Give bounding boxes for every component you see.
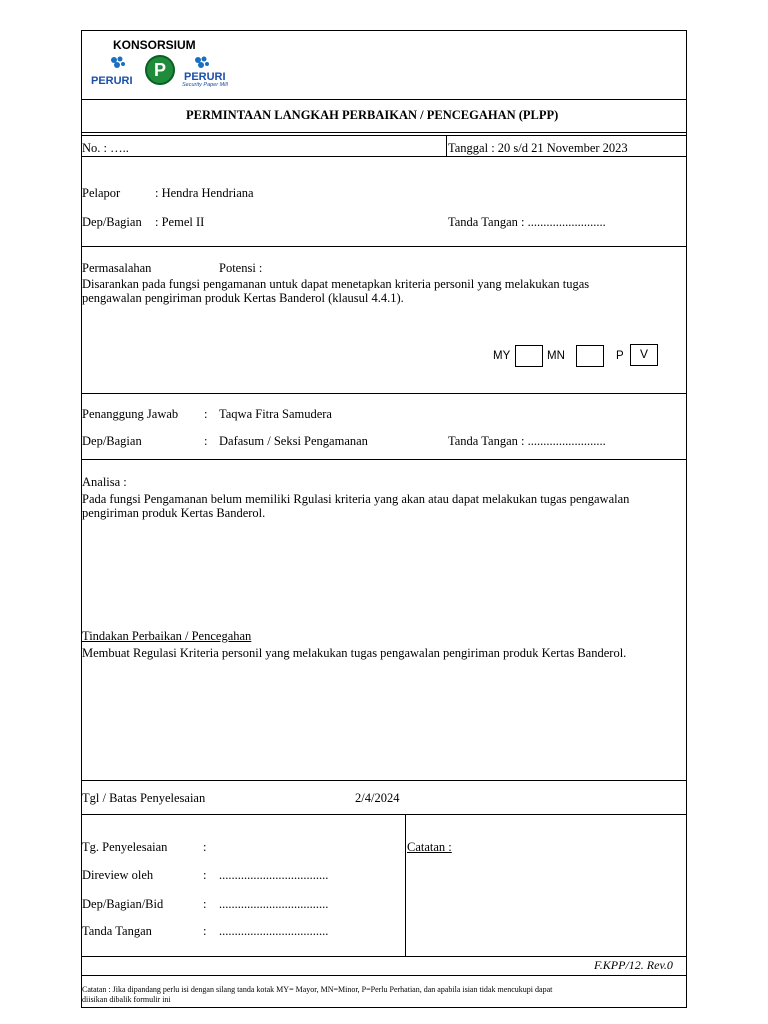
- divider: [81, 156, 687, 157]
- p-logo-icon: P: [145, 55, 175, 85]
- reporter-value: : Hendra Hendriana: [155, 186, 254, 200]
- logo-left-text: PERURI: [91, 75, 133, 87]
- completion-row-colon: :: [203, 840, 207, 854]
- consortium-label: KONSORSIUM: [113, 38, 196, 52]
- footer-note-line2: diisikan dibalik formulir ini: [82, 995, 171, 1004]
- peruri-logo-icon: [106, 54, 128, 72]
- analysis-label: Analisa :: [82, 475, 127, 489]
- problem-text-line2: pengawalan pengiriman produk Kertas Banderol (klausul 4.4.1).: [82, 291, 404, 305]
- logo-right-text: PERURI: [184, 71, 226, 83]
- analysis-text-line2: pengiriman produk Kertas Banderol.: [82, 506, 266, 520]
- p-label: P: [616, 350, 624, 362]
- my-label: MY: [493, 350, 511, 362]
- completion-row-label: Direview oleh: [82, 868, 154, 882]
- potensi-label: Potensi :: [219, 261, 263, 275]
- completion-row-label: Dep/Bagian/Bid: [82, 897, 164, 911]
- responsible-dept-colon: :: [204, 434, 208, 448]
- mn-label: MN: [547, 350, 565, 362]
- responsible-label: Penanggung Jawab: [82, 407, 179, 421]
- analysis-text-line1: Pada fungsi Pengamanan belum memiliki Rgulasi kriteria yang akan atau dapat melakukan tugas pengawalan: [82, 492, 630, 506]
- deadline-value: 2/4/2024: [355, 791, 400, 805]
- completion-row-value: ...................................: [219, 897, 329, 911]
- divider: [81, 814, 687, 815]
- divider: [81, 132, 687, 133]
- responsible-colon: :: [204, 407, 208, 421]
- divider: [81, 459, 687, 460]
- divider: [81, 135, 687, 136]
- logo-right-subtext: Security Paper Mill: [182, 82, 228, 88]
- responsible-value: Taqwa Fitra Samudera: [219, 407, 332, 421]
- reporter-dept-value: : Pemel II: [155, 215, 205, 229]
- divider: [81, 975, 687, 976]
- footer-note-line1: Catatan : Jika dipandang perlu isi dengan silang tanda kotak MY= Mayor, MN=Minor, P=Perlu Perhatian, dan apabila isian tidak mencukupi dapat: [82, 985, 553, 994]
- responsible-signature: Tanda Tangan : .........................: [448, 434, 606, 448]
- p-checkbox[interactable]: V: [630, 344, 658, 366]
- completion-row-colon: :: [203, 868, 207, 882]
- divider: [446, 135, 447, 157]
- problem-label: Permasalahan: [82, 261, 152, 275]
- completion-row-value: ...................................: [219, 924, 329, 938]
- completion-row-colon: :: [203, 897, 207, 911]
- completion-row-colon: :: [203, 924, 207, 938]
- divider: [81, 780, 687, 781]
- action-label: Tindakan Perbaikan / Pencegahan: [82, 629, 252, 643]
- form-date: Tanggal : 20 s/d 21 November 2023: [448, 141, 628, 155]
- responsible-dept-value: Dafasum / Seksi Pengamanan: [219, 434, 368, 448]
- deadline-label: Tgl / Batas Penyelesaian: [82, 791, 206, 805]
- catatan-label: Catatan :: [407, 840, 452, 854]
- reporter-signature: Tanda Tangan : .........................: [448, 215, 606, 229]
- form-title: PERMINTAAN LANGKAH PERBAIKAN / PENCEGAHAN (PLPP): [186, 108, 559, 122]
- reporter-dept-label: Dep/Bagian: [82, 215, 142, 229]
- completion-row-label: Tg. Penyelesaian: [82, 840, 168, 854]
- mn-checkbox[interactable]: [576, 345, 604, 367]
- my-checkbox[interactable]: [515, 345, 543, 367]
- action-text: Membuat Regulasi Kriteria personil yang melakukan tugas pengawalan pengiriman produk Kertas Banderol.: [82, 646, 627, 660]
- form-code: F.KPP/12. Rev.0: [594, 958, 673, 972]
- completion-row-value: ...................................: [219, 868, 329, 882]
- divider: [81, 956, 687, 957]
- divider: [81, 99, 687, 100]
- reporter-label: Pelapor: [82, 186, 121, 200]
- problem-text-line1: Disarankan pada fungsi pengamanan untuk dapat menetapkan kriteria personil yang melakukan tugas: [82, 277, 590, 291]
- divider: [81, 393, 687, 394]
- form-number: No. : …..: [82, 141, 129, 155]
- divider: [81, 246, 687, 247]
- divider: [405, 814, 406, 956]
- responsible-dept-label: Dep/Bagian: [82, 434, 142, 448]
- completion-row-label: Tanda Tangan: [82, 924, 152, 938]
